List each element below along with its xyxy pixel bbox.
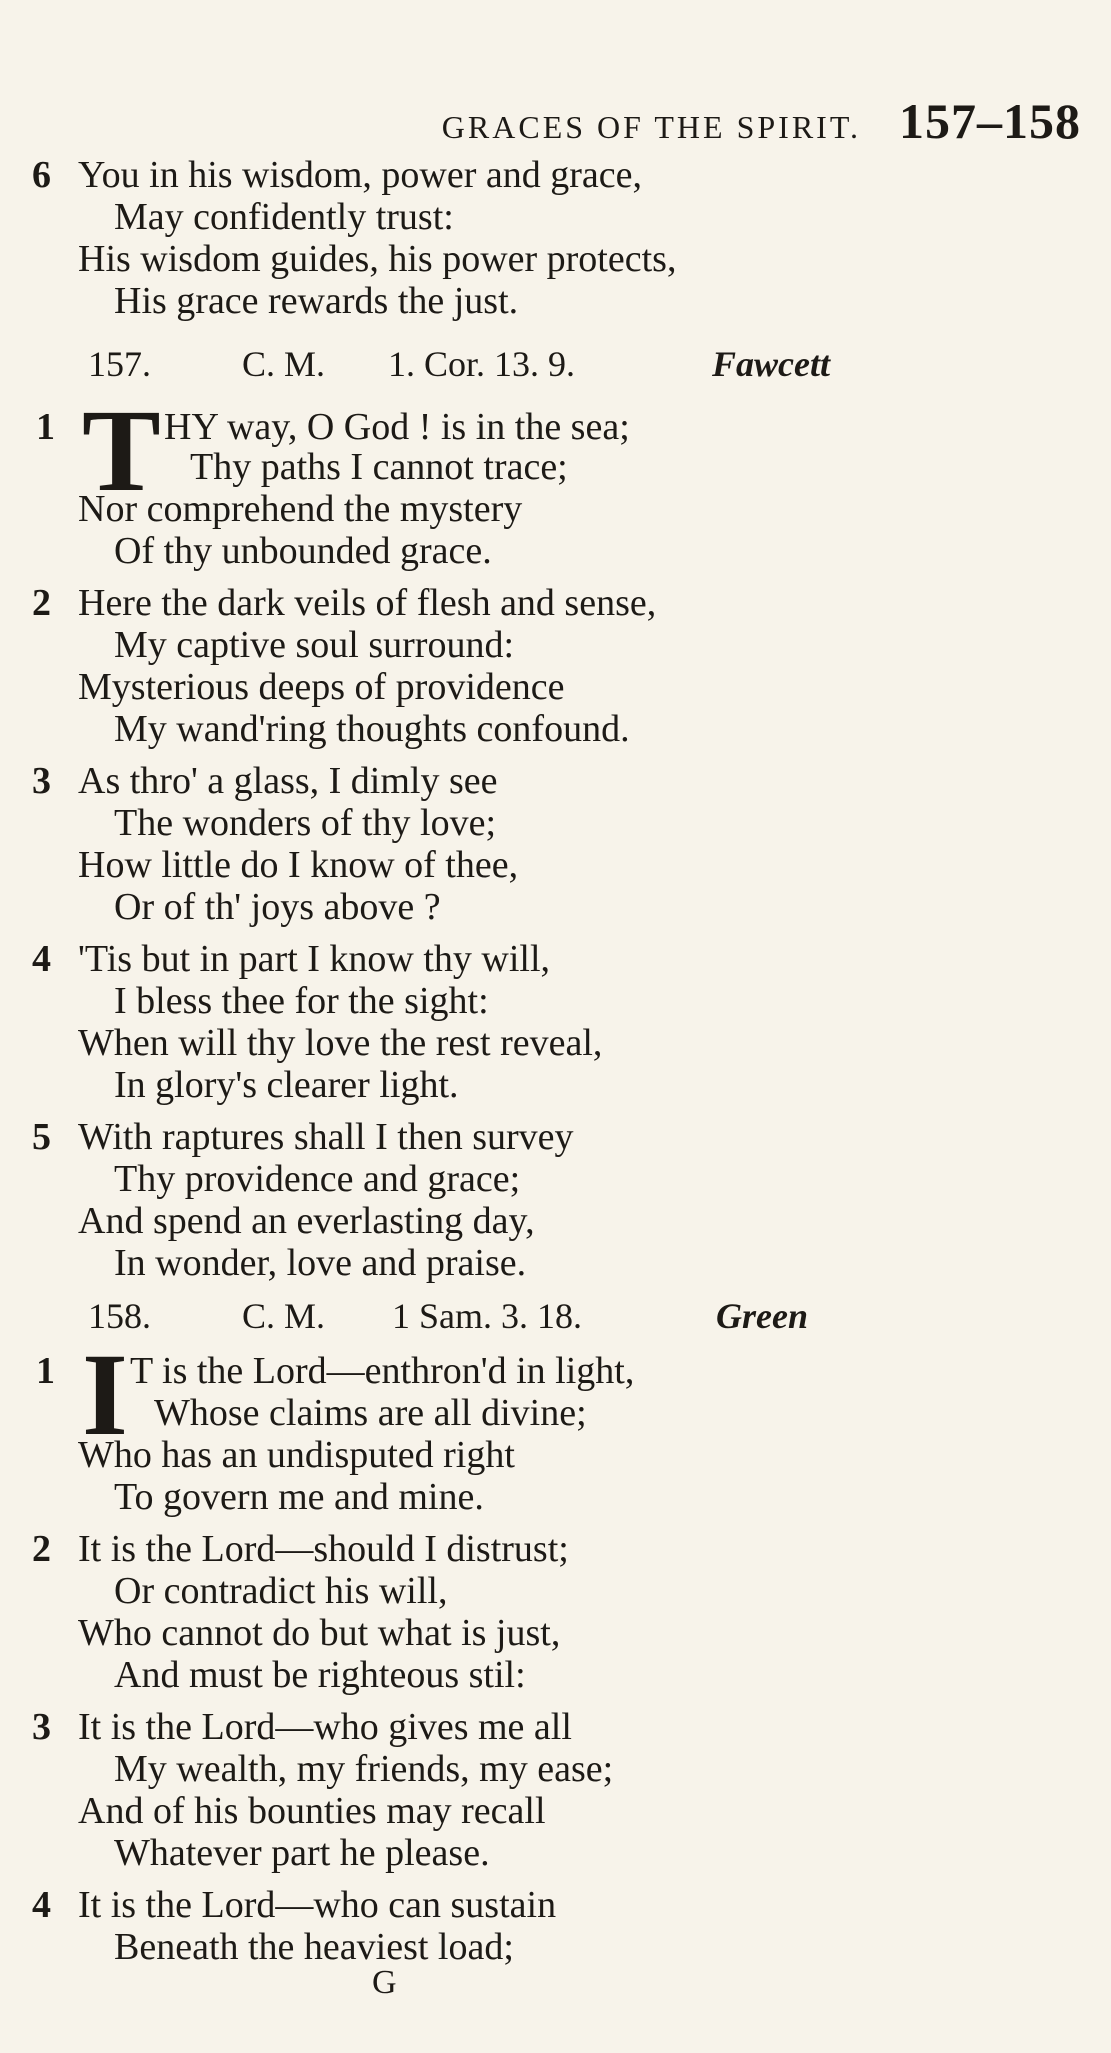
hymn-line: My captive soul surround: bbox=[114, 624, 515, 666]
hymn-line: It is the Lord—who can sustain bbox=[78, 1884, 557, 1926]
hymn-line: Here the dark veils of flesh and sense, bbox=[78, 582, 657, 624]
hymn-line: And of his bounties may recall bbox=[78, 1790, 546, 1832]
stanza-number: 3 bbox=[32, 1706, 51, 1748]
stanza-number: 3 bbox=[32, 760, 51, 802]
hymn-line: With raptures shall I then survey bbox=[78, 1116, 574, 1158]
tune-name: Green bbox=[716, 1296, 808, 1336]
running-title: GRACES OF THE SPIRIT. bbox=[441, 109, 861, 145]
hymn-line: The wonders of thy love; bbox=[114, 802, 497, 844]
stanza-number: 4 bbox=[32, 1884, 51, 1926]
stanza-number: 1 bbox=[36, 1350, 55, 1392]
hymn-line: To govern me and mine. bbox=[114, 1476, 484, 1518]
hymn-line: In wonder, love and praise. bbox=[114, 1242, 527, 1284]
drop-cap: I bbox=[82, 1329, 128, 1460]
stanza-number: 1 bbox=[36, 406, 55, 448]
hymn-line: My wand'ring thoughts confound. bbox=[114, 708, 630, 750]
hymn-line: Mysterious deeps of providence bbox=[78, 666, 565, 708]
stanza-number: 2 bbox=[32, 582, 51, 624]
hymn-meter: C. M. bbox=[242, 1296, 326, 1336]
hymn-line: It is the Lord—who gives me all bbox=[78, 1706, 572, 1748]
signature-mark: G bbox=[372, 1964, 397, 2001]
tune-name: Fawcett bbox=[712, 344, 830, 384]
hymn-line: Thy providence and grace; bbox=[114, 1158, 521, 1200]
hymn-line: His grace rewards the just. bbox=[114, 280, 519, 322]
hymn-line: And must be righteous stil: bbox=[114, 1654, 526, 1696]
hymn-line: In glory's clearer light. bbox=[114, 1064, 459, 1106]
hymn-meter: C. M. bbox=[242, 344, 326, 384]
hymn-line: May confidently trust: bbox=[114, 196, 454, 238]
stanza-number: 4 bbox=[32, 938, 51, 980]
hymn-line: 'Tis but in part I know thy will, bbox=[78, 938, 551, 980]
hymn-line: Or of th' joys above ? bbox=[114, 886, 441, 928]
hymn-line: Nor comprehend the mystery bbox=[78, 488, 523, 530]
stanza-number: 2 bbox=[32, 1528, 51, 1570]
hymn-line: Thy paths I cannot trace; bbox=[190, 446, 568, 488]
hymn-line: How little do I know of thee, bbox=[78, 844, 519, 886]
hymn-line: It is the Lord—should I distrust; bbox=[78, 1528, 569, 1570]
hymn-line: Who cannot do but what is just, bbox=[78, 1612, 561, 1654]
hymn-line: When will thy love the rest reveal, bbox=[78, 1022, 603, 1064]
hymn-line: Whatever part he please. bbox=[114, 1832, 490, 1874]
drop-cap: T bbox=[82, 385, 161, 516]
hymn-number: 158. bbox=[88, 1296, 151, 1336]
hymn-line: I bless thee for the sight: bbox=[114, 980, 489, 1022]
stanza-number: 6 bbox=[32, 154, 51, 196]
scripture-reference: 1 Sam. 3. 18. bbox=[392, 1296, 583, 1336]
hymn-line: Or contradict his will, bbox=[114, 1570, 448, 1612]
hymn-line: HY way, O God ! is in the sea; bbox=[164, 406, 630, 448]
hymn-line: Of thy unbounded grace. bbox=[114, 530, 492, 572]
hymn-line: His wisdom guides, his power protects, bbox=[78, 238, 677, 280]
hymn-line: Beneath the heaviest load; bbox=[114, 1926, 514, 1968]
scripture-reference: 1. Cor. 13. 9. bbox=[388, 344, 576, 384]
hymn-line: My wealth, my friends, my ease; bbox=[114, 1748, 614, 1790]
hymn-line: And spend an everlasting day, bbox=[78, 1200, 535, 1242]
hymn-line: Whose claims are all divine; bbox=[154, 1392, 587, 1434]
hymn-number: 157. bbox=[88, 344, 151, 384]
hymn-line: As thro' a glass, I dimly see bbox=[78, 760, 498, 802]
page-numbers: 157–158 bbox=[899, 93, 1081, 149]
page-header bbox=[200, 92, 1081, 150]
hymn-line: T is the Lord—enthron'd in light, bbox=[130, 1350, 635, 1392]
hymn-line: You in his wisdom, power and grace, bbox=[78, 154, 642, 196]
stanza-number: 5 bbox=[32, 1116, 51, 1158]
hymn-line: Who has an undisputed right bbox=[78, 1434, 515, 1476]
